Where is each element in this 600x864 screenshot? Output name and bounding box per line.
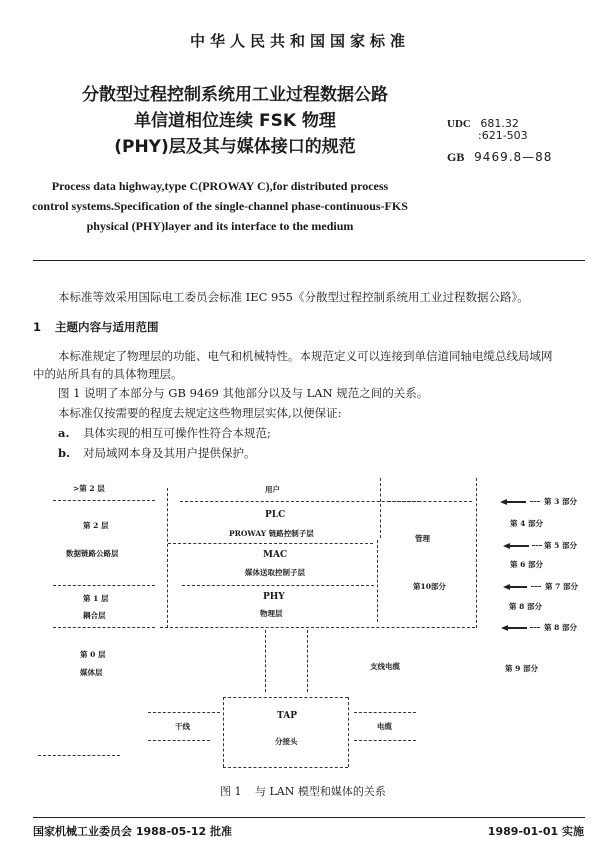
footer-divider: [33, 817, 585, 818]
tap-right-edge: [348, 697, 349, 767]
list-marker: b.: [58, 446, 71, 460]
label-tap: TAP: [277, 711, 297, 721]
tap-top-edge: [223, 697, 348, 698]
trunk-bottom: [148, 740, 210, 741]
title-zh-line-1: 分散型过程控制系统用工业过程数据公路: [82, 85, 388, 105]
caption-text: 与 LAN 模型和媒体的关系: [255, 785, 386, 798]
gb-label: GB: [447, 150, 465, 164]
label-user: 用户: [265, 485, 280, 494]
divider-left-bottom: [53, 627, 155, 628]
divider-user: [180, 501, 420, 502]
label-part-10: 第10部分: [413, 582, 446, 591]
list-item-b: [58, 445, 256, 461]
list-text: 对局域网本身及其用户提供保护。: [83, 446, 256, 460]
udc-value-2: :621-503: [478, 129, 528, 142]
management-right-edge: [476, 478, 477, 628]
label-cable: 电缆: [377, 722, 392, 731]
divider-left-mid: [53, 585, 155, 586]
label-data-link: 数据链路公路层: [66, 549, 119, 558]
label-layer-2: 第 2 层: [83, 521, 109, 530]
arrow-part-3: [502, 501, 526, 503]
title-zh-line-2: 单信道相位连续 FSK 物理: [134, 111, 336, 131]
label-tap-desc: 分接头: [275, 737, 298, 746]
section-1-para-1-line-1: 本标准规定了物理层的功能、电气和机械特性。本规范定义可以连接到单信道同轴电缆总线局域网: [58, 349, 553, 363]
label-part-4: 第 4 部分: [510, 519, 543, 528]
label-part-6: 第 6 部分: [510, 560, 543, 569]
arrow-tail-part-5: [532, 545, 542, 546]
gb-number-block: [447, 150, 552, 165]
list-marker: a.: [58, 426, 70, 440]
label-mac: MAC: [263, 550, 288, 560]
label-part-8a: 第 8 部分: [509, 602, 542, 611]
section-number: 1: [33, 320, 42, 334]
cable-bottom: [354, 740, 416, 741]
arrow-part-8: [503, 627, 527, 629]
label-plc: PLC: [265, 510, 286, 520]
title-en-line-3: physical (PHY)layer and its interface to the medium: [86, 219, 354, 233]
standard-type-header: 中华人民共和国国家标准: [189, 32, 410, 50]
section-1-heading: [33, 319, 159, 335]
label-coupling: 耦合层: [83, 611, 106, 620]
label-phy-desc: 物理层: [260, 609, 283, 618]
udc-label: UDC: [447, 118, 471, 130]
title-en-line-2: control systems.Specification of the single-channel phase-continuous-FKS: [32, 199, 408, 213]
label-medium: 媒体层: [80, 668, 103, 677]
list-text: 具体实现的相互可操作性符合本规范;: [83, 426, 271, 440]
udc-value-1: 681.32: [480, 117, 519, 130]
tap-left-edge: [223, 697, 224, 767]
section-1-para-1-line-2: 中的站所具有的具体物理层。: [33, 367, 183, 381]
label-part-5: 第 5 部分: [544, 541, 577, 550]
arrow-part-5: [505, 545, 529, 547]
header-divider: [33, 260, 585, 261]
trunk-top: [148, 712, 220, 713]
arrow-part-7: [505, 586, 527, 588]
divider-management-top: [388, 501, 472, 502]
caption-number: 图 1: [220, 785, 242, 798]
label-layer-0: 第 0 层: [80, 650, 106, 659]
label-part-7: 第 7 部分: [545, 582, 578, 591]
stack-right-edge: [377, 540, 378, 622]
figure-caption: [220, 783, 386, 799]
gb-number: 9469.8—88: [474, 150, 553, 164]
arrow-tail-part-3: [530, 501, 540, 502]
label-part-9: 第 9 部分: [505, 664, 538, 673]
intro-paragraph: 本标准等效采用国际电工委员会标准 IEC 955《分散型过程控制系统用工业过程数据公路》。: [58, 290, 529, 304]
title-zh-line-3: (PHY)层及其与媒体接口的规范: [114, 137, 356, 157]
cable-top: [354, 712, 416, 713]
label-management: 管理: [415, 534, 430, 543]
section-1-para-3: 本标准仅按需要的程度去规定这些物理层实体,以便保证:: [58, 406, 342, 420]
arrow-tail-part-7: [531, 586, 541, 587]
drop-cable-right: [307, 630, 308, 692]
label-layer-1: 第 1 层: [83, 594, 109, 603]
label-mac-desc: 媒体送取控制子层: [245, 568, 305, 577]
management-left-edge: [380, 478, 381, 538]
label-part-8b: 第 8 部分: [544, 623, 577, 632]
divider-left-top: [53, 500, 155, 501]
label-phy: PHY: [263, 592, 285, 602]
section-1-para-2: 图 1 说明了本部分与 GB 9469 其他部分以及与 LAN 规范之间的关系。: [58, 386, 429, 400]
divider-left-medium: [38, 755, 120, 756]
divider-phy-bottom: [160, 627, 475, 628]
label-proway: PROWAY 链路控制子层: [229, 529, 314, 538]
effective-date-text: 1989-01-01 实施: [487, 825, 584, 838]
divider-mac-phy: [182, 585, 374, 586]
tap-bottom-edge: [223, 767, 348, 768]
label-drop-cable: 支线电缆: [370, 662, 400, 671]
title-en-line-1: Process data highway,type C(PROWAY C),for distributed process: [51, 179, 389, 193]
list-item-a: [58, 425, 271, 441]
drop-cable-left: [265, 630, 266, 692]
arrow-tail-part-8: [530, 627, 540, 628]
section-title: 主题内容与适用范围: [55, 320, 159, 334]
label-above-layer-2: >第 2 层: [73, 484, 105, 493]
approval-text: 国家机械工业委员会 1988-05-12 批准: [33, 825, 233, 838]
label-trunk: 干线: [175, 722, 190, 731]
label-part-3: 第 3 部分: [544, 497, 577, 506]
stack-left-edge: [167, 488, 168, 628]
divider-plc-mac: [168, 543, 373, 544]
